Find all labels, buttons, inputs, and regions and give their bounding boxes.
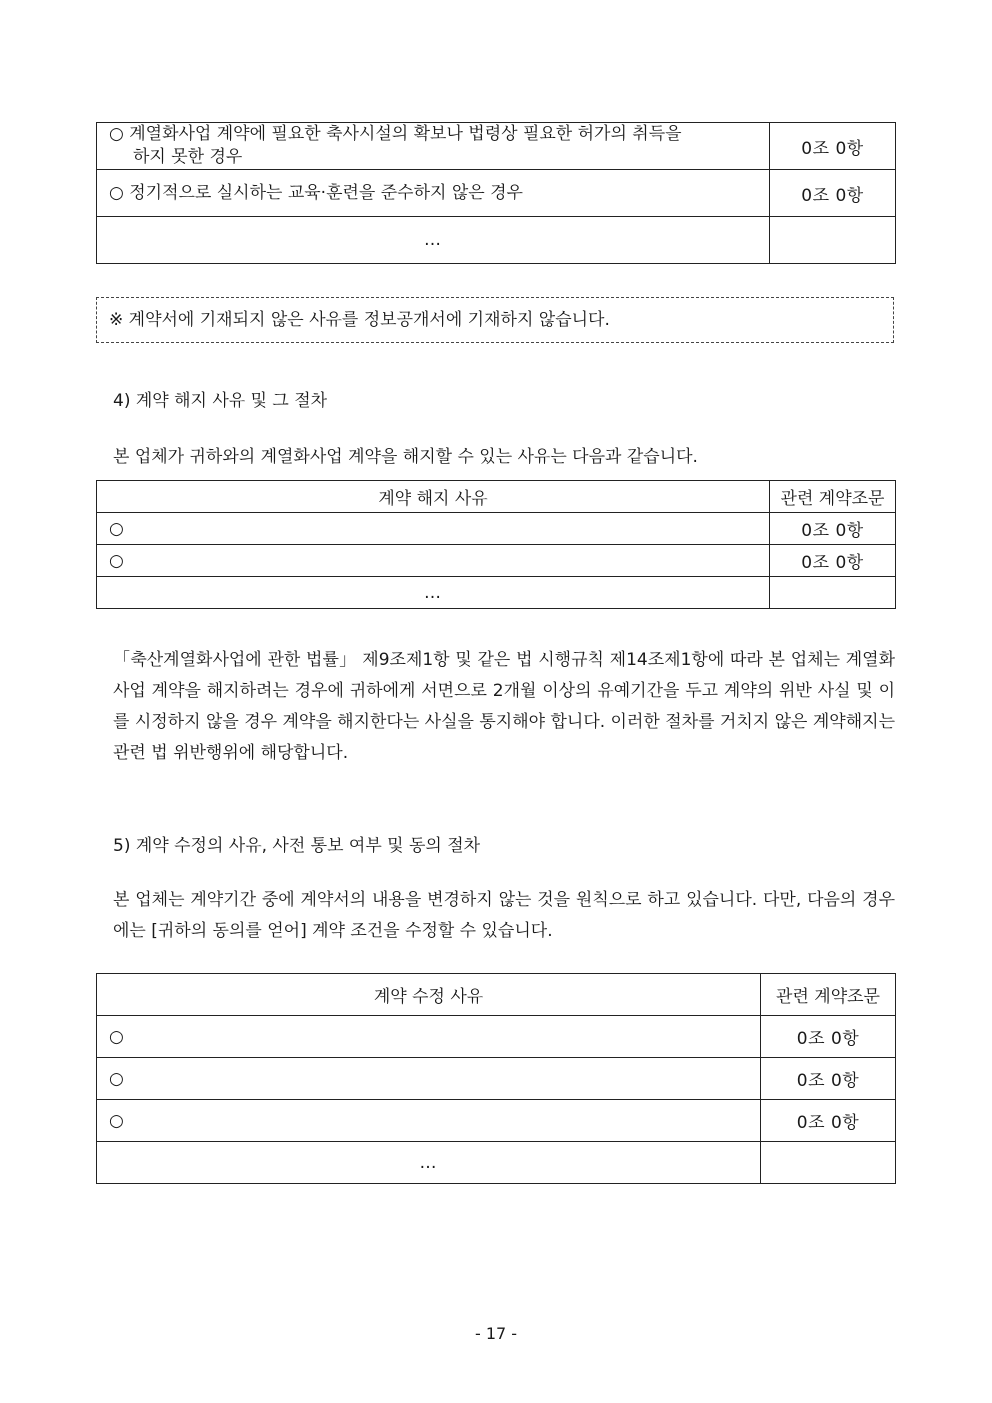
article-cell: 0조 0항 [770,545,896,577]
notice-box: ※ 계약서에 기재되지 않은 사유를 정보공개서에 기재하지 않습니다. [96,297,894,343]
article-cell [770,217,896,264]
table-row [97,170,896,217]
table-header-row [97,974,896,1016]
amendment-reasons-table [96,973,896,1184]
reason-cell: ○ [97,1100,761,1142]
article-cell: 0조 0항 [761,1100,896,1142]
article-cell: 0조 0항 [770,123,896,170]
reason-text-line1: ○ 계열화사업 계약에 필요한 축사시설의 확보나 법령상 필요한 허가의 취득을 [109,124,682,144]
termination-reasons-continued-table [96,122,896,264]
section5-intro: 본 업체는 계약기간 중에 계약서의 내용을 변경하지 않는 것을 원칙으로 하고 있습니다. 다만, 다음의 경우에는 [귀하의 동의를 얻어] 계약 조건을 수정할 수 있습니다. [113,890,895,941]
reason-text-line2: 하지 못한 경우 [133,147,243,167]
table-row [97,123,896,170]
table-row [97,577,896,609]
section4-paragraph: 「축산계열화사업에 관한 법률」 제9조제1항 및 같은 법 시행규칙 제14조제1항에 따라 본 업체는 계열화사업 계약을 해지하려는 경우에 귀하에게 서면으로 2개월 이상의 유예기간을 두고 계약의 위반 사실 및 이를 시정하지 않을 경우 계약을 해지한다는 사실을 통지해야 합니다. 이러한 절차를 거치지 않은 계약해지는 관련 법 위반행위에 해당합니다. [113,650,895,763]
reason-cell: ○ 정기적으로 실시하는 교육·훈련을 준수하지 않은 경우 [97,170,770,217]
table-row [97,1142,896,1184]
page-number: - 17 - [474,1324,518,1343]
reason-cell: ○ [97,1058,761,1100]
table-row [97,1016,896,1058]
article-cell: 0조 0항 [770,170,896,217]
reason-cell: ○ [97,1016,761,1058]
ellipsis-cell: … [97,1142,761,1184]
ellipsis-cell: … [97,217,770,264]
table-row [97,1100,896,1142]
article-cell [770,577,896,609]
section4-heading: 4) 계약 해지 사유 및 그 절차 [113,391,328,411]
article-cell [761,1142,896,1184]
section5-heading: 5) 계약 수정의 사유, 사전 통보 여부 및 동의 절차 [113,836,481,856]
header-article: 관련 계약조문 [761,974,896,1016]
termination-reasons-table [96,480,896,609]
reason-cell: ○ [97,545,770,577]
section4-intro: 본 업체가 귀하와의 계열화사업 계약을 해지할 수 있는 사유는 다음과 같습니다. [113,447,698,467]
table-row [97,513,896,545]
article-cell: 0조 0항 [770,513,896,545]
table-row [97,1058,896,1100]
header-reason: 계약 수정 사유 [97,974,761,1016]
header-article: 관련 계약조문 [770,481,896,513]
table-row [97,545,896,577]
table-header-row [97,481,896,513]
header-reason: 계약 해지 사유 [97,481,770,513]
article-cell: 0조 0항 [761,1058,896,1100]
ellipsis-cell: … [97,577,770,609]
table-row [97,217,896,264]
reason-cell: ○ [97,513,770,545]
article-cell: 0조 0항 [761,1016,896,1058]
reason-cell [97,123,770,170]
